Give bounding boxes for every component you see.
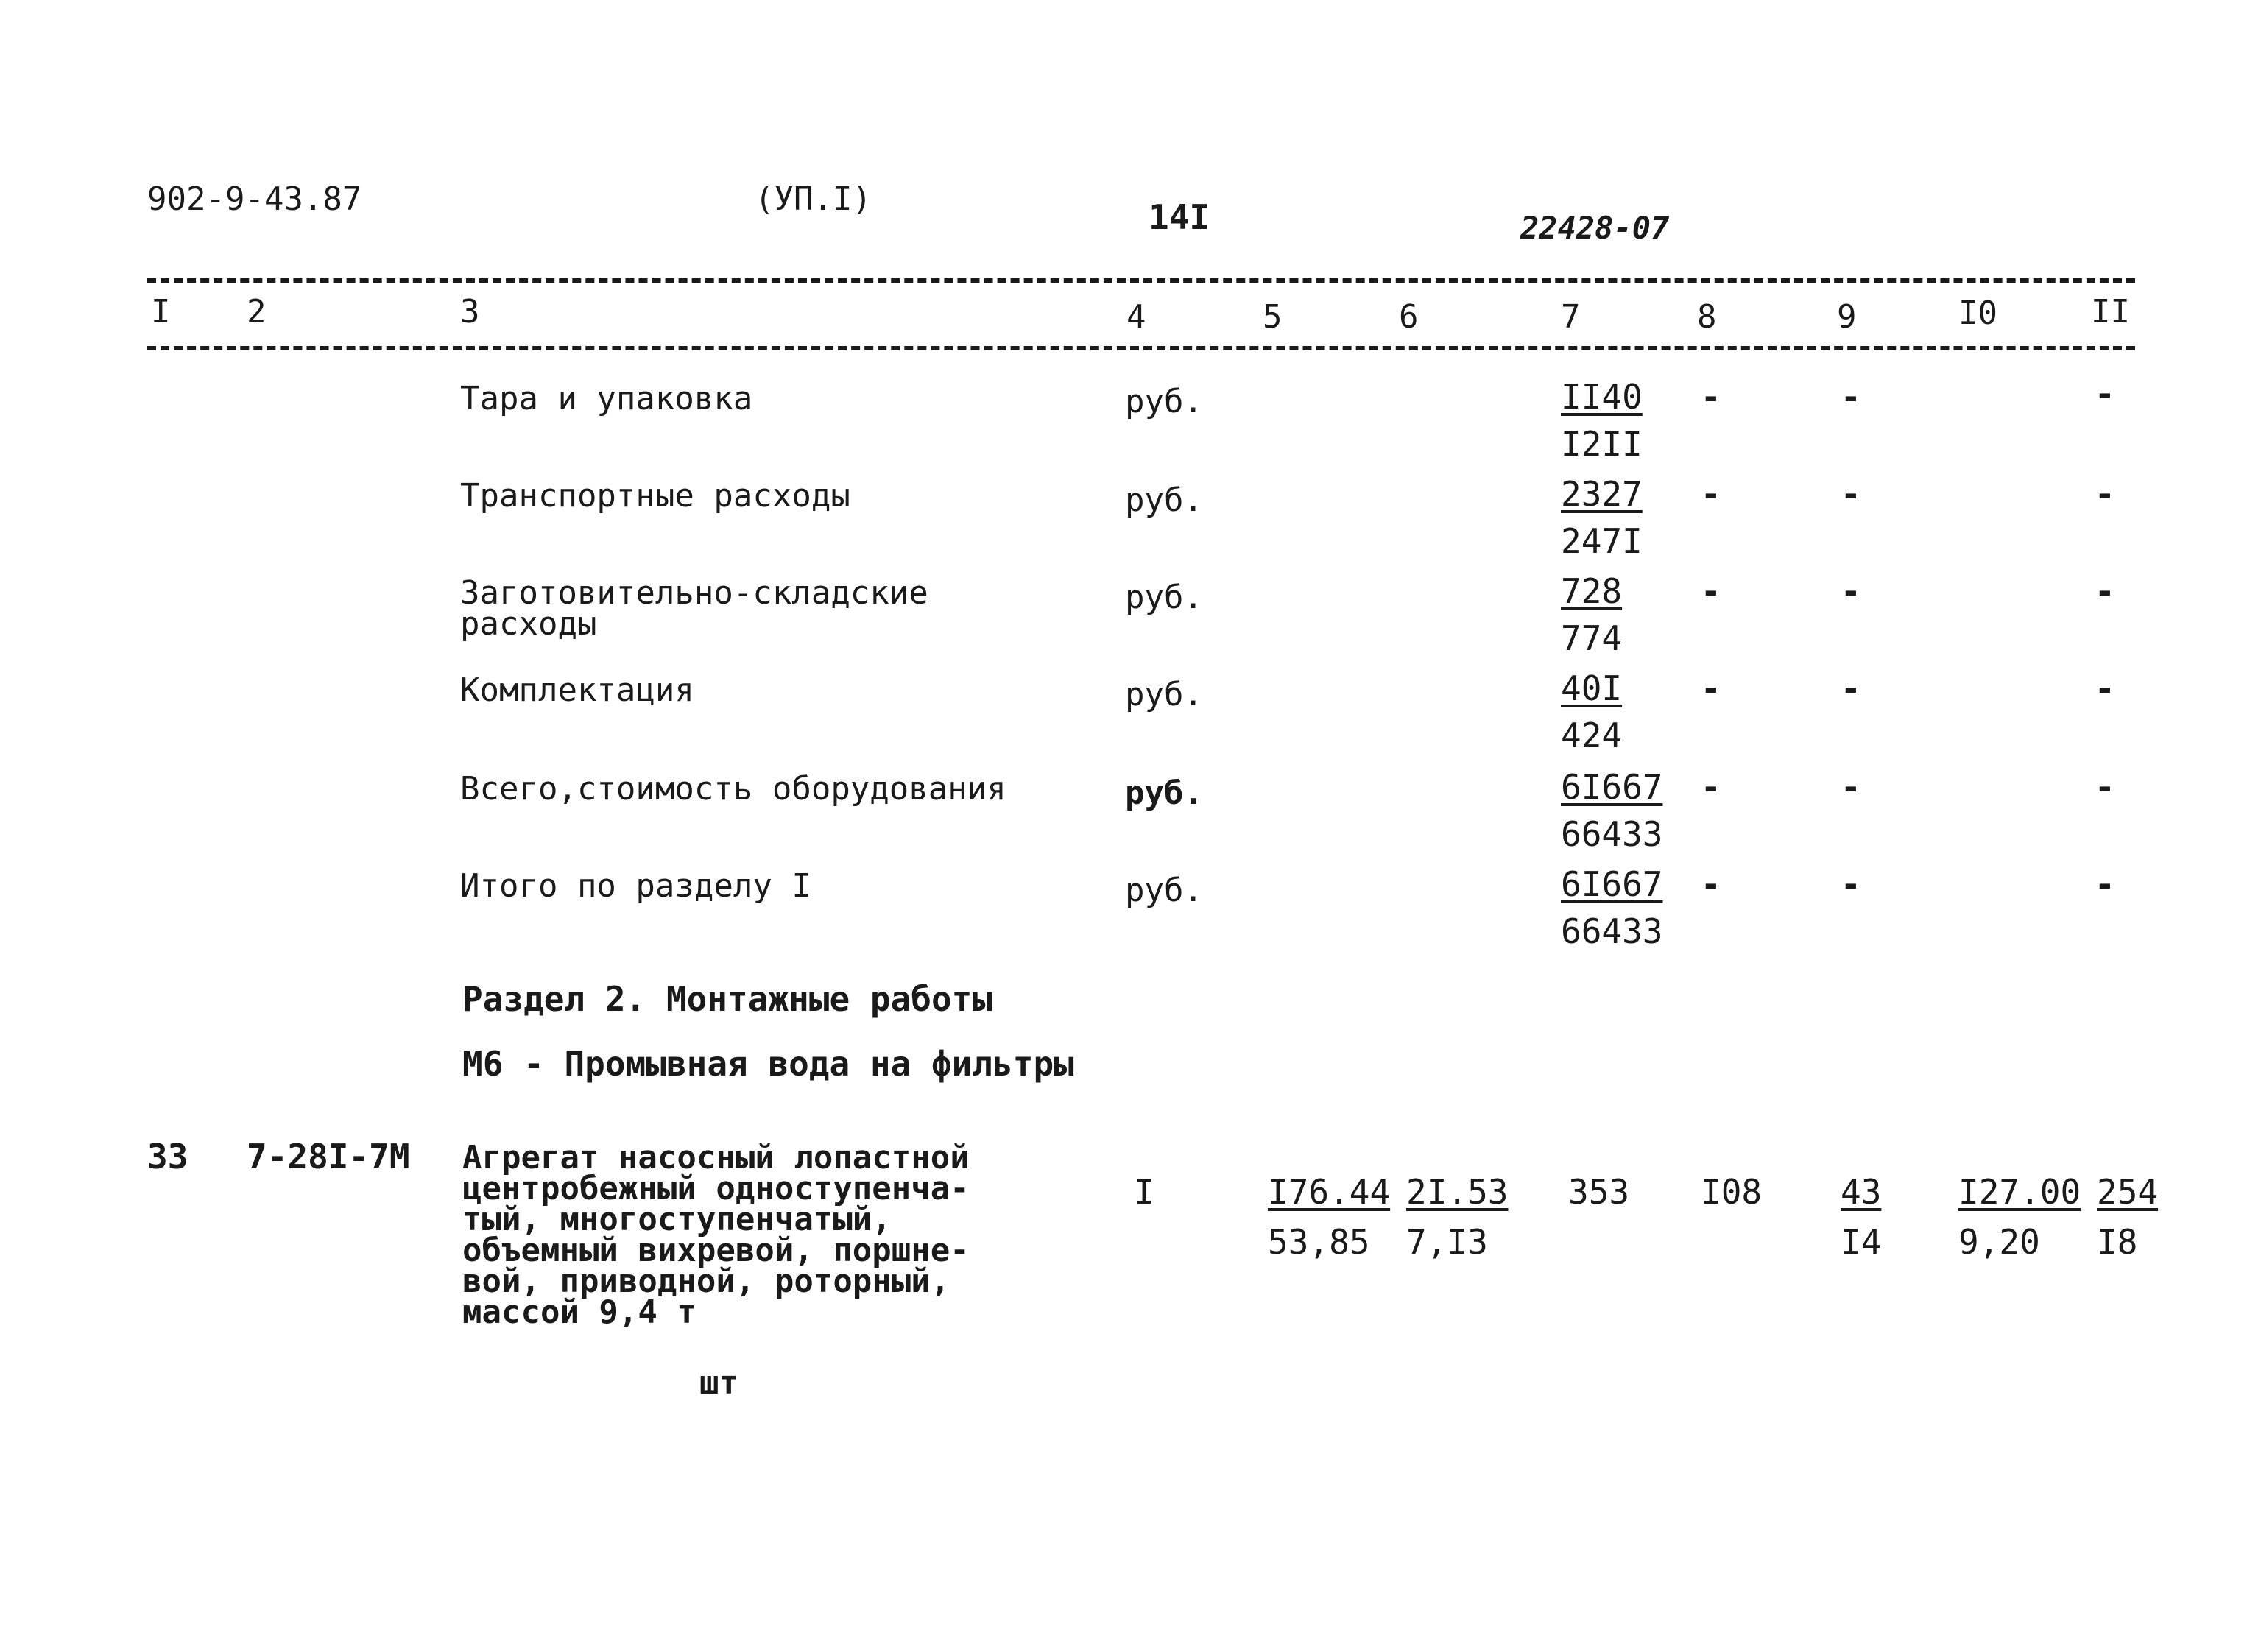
column-header-6: 6: [1399, 298, 1419, 336]
column-header-3: 3: [460, 293, 480, 331]
row-dash-9: -: [1841, 474, 1861, 514]
item-c6-bottom: 7,I3: [1406, 1222, 1488, 1262]
item-description-line: Агрегат насосный лопастной: [462, 1139, 970, 1176]
inventory-number: 22428-07: [1520, 210, 1670, 246]
item-c6-top: 2I.53: [1406, 1172, 1509, 1212]
row-dash-8: -: [1701, 668, 1721, 708]
row-value-bottom: 774: [1561, 618, 1623, 658]
column-header-2: 2: [247, 293, 267, 331]
row-dash-8: -: [1701, 474, 1721, 514]
item-c8: I08: [1701, 1172, 1763, 1212]
row-unit: руб.: [1125, 481, 1203, 519]
row-value-top: II40: [1561, 377, 1643, 417]
item-c11-bottom: I8: [2097, 1222, 2138, 1262]
row-dash-8: -: [1701, 571, 1721, 611]
row-value-top: 728: [1561, 571, 1623, 611]
table-header-rule: [147, 346, 2135, 350]
item-c9-bottom: I4: [1841, 1222, 1882, 1262]
row-value-top: 6I667: [1561, 767, 1663, 807]
item-description-line: объемный вихревой, поршне-: [462, 1232, 970, 1269]
item-c5-top: I76.44: [1268, 1172, 1391, 1212]
row-value-top: 6I667: [1561, 864, 1663, 904]
section-subtitle: М6 - Промывная вода на фильтры: [462, 1044, 1074, 1084]
item-description-line: массой 9,4 т: [462, 1293, 696, 1331]
row-dash-9: -: [1841, 377, 1861, 417]
row-dash-9: -: [1841, 668, 1861, 708]
item-description-line: центробежный одноступенча-: [462, 1170, 970, 1207]
column-header-11: II: [2091, 293, 2130, 331]
item-code: 7-28I-7М: [247, 1137, 410, 1176]
row-dash-9: -: [1841, 767, 1861, 807]
item-unit: шт: [699, 1364, 738, 1402]
item-c10-top: I27.00: [1958, 1172, 2081, 1212]
row-dash-8: -: [1701, 377, 1721, 417]
album-number: (УП.I): [755, 180, 872, 218]
row-dash-11: -: [2095, 864, 2115, 904]
row-dash-8: -: [1701, 767, 1721, 807]
row-name: Всего,стоимость оборудования: [460, 770, 1006, 808]
row-unit: руб.: [1125, 579, 1203, 616]
item-c5-bottom: 53,85: [1268, 1222, 1370, 1262]
column-header-8: 8: [1697, 298, 1717, 336]
row-dash-11: -: [2095, 374, 2115, 414]
row-name-line1: Заготовительно-складские: [460, 574, 928, 612]
page-number: 14I: [1149, 197, 1210, 237]
row-dash-9: -: [1841, 864, 1861, 904]
row-dash-9: -: [1841, 571, 1861, 611]
row-value-top: 40I: [1561, 668, 1623, 708]
item-c7: 353: [1568, 1172, 1630, 1212]
row-value-bottom: 66433: [1561, 911, 1663, 951]
row-unit: руб.: [1125, 872, 1203, 909]
item-c10-bottom: 9,20: [1958, 1222, 2040, 1262]
row-dash-8: -: [1701, 864, 1721, 904]
table-top-rule: [147, 278, 2135, 283]
row-name: Транспортные расходы: [460, 477, 850, 515]
row-dash-11: -: [2095, 571, 2115, 611]
row-dash-11: -: [2095, 474, 2115, 514]
document-code: 902-9-43.87: [147, 180, 362, 218]
row-name: Комплектация: [460, 671, 694, 709]
row-name: Итого по разделу I: [460, 867, 811, 905]
column-header-10: I0: [1958, 294, 1997, 332]
row-name-line2: расходы: [460, 605, 597, 643]
item-description-line: вой, приводной, роторный,: [462, 1263, 950, 1300]
item-c11-top: 254: [2097, 1172, 2159, 1212]
column-header-4: 4: [1126, 298, 1146, 336]
item-number: 33: [147, 1137, 188, 1176]
column-header-7: 7: [1561, 298, 1581, 336]
item-description-line: тый, многоступенчатый,: [462, 1201, 892, 1238]
item-quantity: I: [1134, 1172, 1154, 1212]
column-header-5: 5: [1263, 298, 1283, 336]
row-value-top: 2327: [1561, 474, 1643, 514]
column-header-1: I: [151, 293, 171, 331]
row-unit: руб.: [1125, 676, 1203, 713]
row-value-bottom: 247I: [1561, 521, 1643, 561]
row-dash-11: -: [2095, 767, 2115, 807]
row-value-bottom: 66433: [1561, 814, 1663, 854]
row-unit: руб.: [1125, 774, 1203, 812]
row-unit: руб.: [1125, 383, 1203, 420]
section-title: Раздел 2. Монтажные работы: [462, 979, 993, 1019]
column-header-9: 9: [1837, 298, 1857, 336]
row-value-bottom: I2II: [1561, 424, 1643, 464]
item-c9-top: 43: [1841, 1172, 1882, 1212]
row-value-bottom: 424: [1561, 716, 1623, 755]
row-dash-11: -: [2095, 668, 2115, 708]
row-name: Тара и упаковка: [460, 380, 753, 417]
